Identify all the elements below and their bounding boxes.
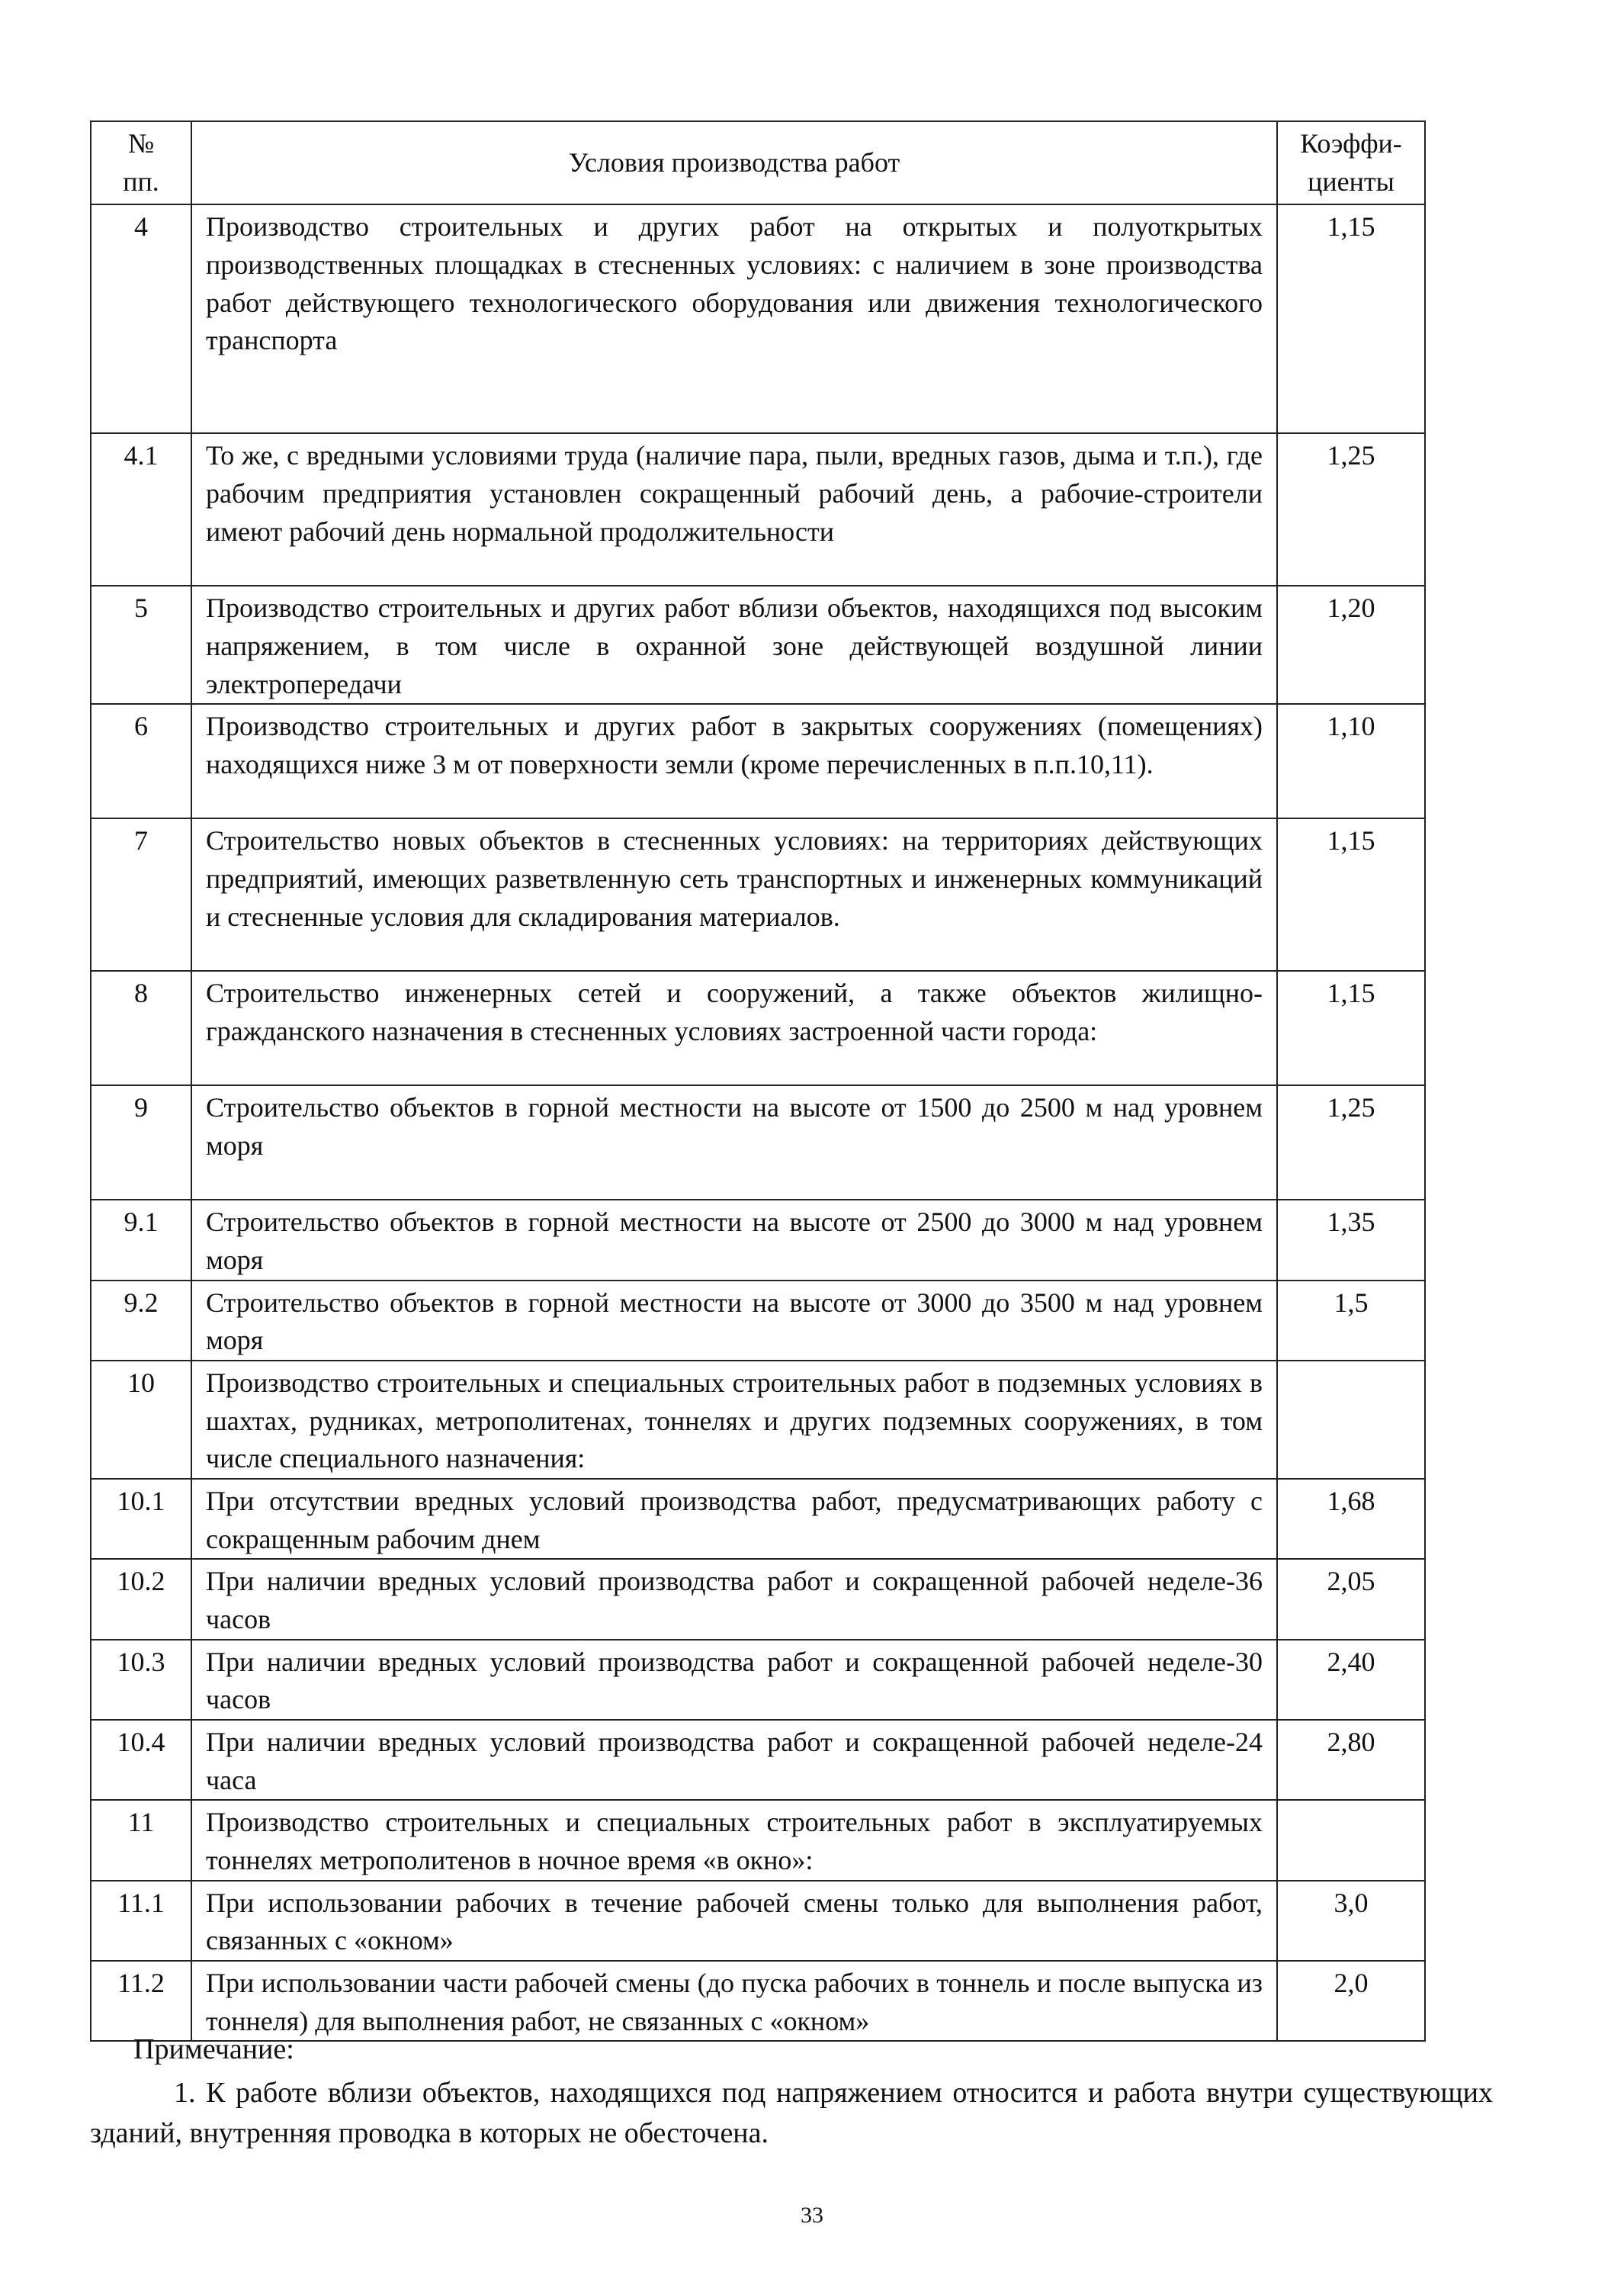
row-coefficient: 2,80 bbox=[1277, 1720, 1425, 1800]
table-row bbox=[91, 204, 1425, 433]
row-conditions: Строительство объектов в горной местности на высоте от 2500 до 3000 м над уровнем моря bbox=[191, 1200, 1277, 1280]
row-conditions: Производство строительных и других работ на открытых и полуоткрытых производственных площадках в стесненных условиях: с наличием в зоне производства работ действующего технологического оборудования или движения технологического транспорта bbox=[191, 204, 1277, 433]
header-coefficients bbox=[1277, 121, 1425, 204]
table-row bbox=[91, 1720, 1425, 1800]
table-row bbox=[91, 1361, 1425, 1479]
row-coefficient: 2,40 bbox=[1277, 1640, 1425, 1720]
row-number: 10.4 bbox=[91, 1720, 191, 1800]
row-coefficient: 1,25 bbox=[1277, 1085, 1425, 1200]
header-conditions: Условия производства работ bbox=[191, 121, 1277, 204]
row-conditions: Строительство инженерных сетей и сооружений, а также объектов жилищно-гражданского назначения в стесненных условиях застроенной части города: bbox=[191, 971, 1277, 1085]
header-coef-line2: циенты bbox=[1308, 165, 1395, 197]
row-conditions: При использовании части рабочей смены (до пуска рабочих в тоннель и после выпуска из тоннеля) для выполнения работ, не связанных с «окном» bbox=[191, 1961, 1277, 2041]
table-row bbox=[91, 1961, 1425, 2041]
header-number-line2: пп. bbox=[123, 165, 159, 197]
table-row bbox=[91, 971, 1425, 1085]
table-row bbox=[91, 1800, 1425, 1880]
row-coefficient bbox=[1277, 1800, 1425, 1880]
row-coefficient: 1,35 bbox=[1277, 1200, 1425, 1280]
row-number: 10 bbox=[91, 1361, 191, 1479]
row-number: 4.1 bbox=[91, 433, 191, 586]
table-row bbox=[91, 586, 1425, 704]
row-number: 6 bbox=[91, 704, 191, 818]
row-coefficient: 2,05 bbox=[1277, 1559, 1425, 1639]
row-coefficient: 1,15 bbox=[1277, 818, 1425, 971]
row-coefficient: 3,0 bbox=[1277, 1881, 1425, 1961]
row-coefficient: 1,10 bbox=[1277, 704, 1425, 818]
table-row bbox=[91, 818, 1425, 971]
row-number: 9 bbox=[91, 1085, 191, 1200]
row-conditions: Производство строительных и других работ вблизи объектов, находящихся под высоким напряжением, в том числе в охранной зоне действующей воздушной линии электропередачи bbox=[191, 586, 1277, 704]
table-row bbox=[91, 433, 1425, 586]
row-coefficient bbox=[1277, 1361, 1425, 1479]
row-coefficient: 1,68 bbox=[1277, 1479, 1425, 1559]
row-conditions: Строительство новых объектов в стесненных условиях: на территориях действующих предприятий, имеющих разветвленную сеть транспортных и инженерных коммуникаций и стесненные условия для складирования материалов. bbox=[191, 818, 1277, 971]
row-number: 11.2 bbox=[91, 1961, 191, 2041]
table-header-row bbox=[91, 121, 1425, 204]
table-row bbox=[91, 1479, 1425, 1559]
row-coefficient: 1,15 bbox=[1277, 204, 1425, 433]
table-row bbox=[91, 1085, 1425, 1200]
table-row bbox=[91, 1200, 1425, 1280]
row-number: 4 bbox=[91, 204, 191, 433]
table-row bbox=[91, 1640, 1425, 1720]
row-conditions: При использовании рабочих в течение рабочей смены только для выполнения работ, связанных с «окном» bbox=[191, 1881, 1277, 1961]
table-row bbox=[91, 1281, 1425, 1361]
row-conditions: При наличии вредных условий производства работ и сокращенной рабочей неделе-36 часов bbox=[191, 1559, 1277, 1639]
row-conditions: Производство строительных и других работ в закрытых сооружениях (помещениях) находящихся ниже 3 м от поверхности земли (кроме перечисленных в п.п.10,11). bbox=[191, 704, 1277, 818]
row-coefficient: 1,20 bbox=[1277, 586, 1425, 704]
row-number: 10.1 bbox=[91, 1479, 191, 1559]
row-number: 8 bbox=[91, 971, 191, 1085]
row-conditions: При отсутствии вредных условий производства работ, предусматривающих работу с сокращенным рабочим днем bbox=[191, 1479, 1277, 1559]
note-item: 1. К работе вблизи объектов, находящихся под напряжением относится и работа внутри существующих зданий, внутренняя проводка в которых не обесточена. bbox=[90, 2077, 1493, 2150]
row-coefficient: 2,0 bbox=[1277, 1961, 1425, 2041]
coefficients-table bbox=[90, 121, 1426, 2042]
row-number: 9.2 bbox=[91, 1281, 191, 1361]
header-number-line1: № bbox=[127, 128, 155, 159]
row-conditions: При наличии вредных условий производства работ и сокращенной рабочей неделе-30 часов bbox=[191, 1640, 1277, 1720]
note-label: Примечание: bbox=[133, 2033, 294, 2065]
row-number: 11.1 bbox=[91, 1881, 191, 1961]
row-conditions: То же, с вредными условиями труда (наличие пара, пыли, вредных газов, дыма и т.п.), где рабочим предприятия установлен сокращенный рабочий день, а рабочие-строители имеют рабочий день нормальной продолжительности bbox=[191, 433, 1277, 586]
row-conditions: При наличии вредных условий производства работ и сокращенной рабочей неделе-24 часа bbox=[191, 1720, 1277, 1800]
table-row bbox=[91, 704, 1425, 818]
row-number: 11 bbox=[91, 1800, 191, 1880]
row-coefficient: 1,25 bbox=[1277, 433, 1425, 586]
row-conditions: Строительство объектов в горной местности на высоте от 3000 до 3500 м над уровнем моря bbox=[191, 1281, 1277, 1361]
row-coefficient: 1,5 bbox=[1277, 1281, 1425, 1361]
row-conditions: Строительство объектов в горной местности на высоте от 1500 до 2500 м над уровнем моря bbox=[191, 1085, 1277, 1200]
page-number: 33 bbox=[801, 2203, 823, 2228]
table-row bbox=[91, 1559, 1425, 1639]
row-number: 5 bbox=[91, 586, 191, 704]
row-number: 7 bbox=[91, 818, 191, 971]
header-number bbox=[91, 121, 191, 204]
table-row bbox=[91, 1881, 1425, 1961]
header-coef-line1: Коэффи- bbox=[1300, 128, 1402, 159]
row-number: 9.1 bbox=[91, 1200, 191, 1280]
row-coefficient: 1,15 bbox=[1277, 971, 1425, 1085]
row-conditions: Производство строительных и специальных строительных работ в эксплуатируемых тоннелях метрополитенов в ночное время «в окно»: bbox=[191, 1800, 1277, 1880]
row-number: 10.3 bbox=[91, 1640, 191, 1720]
row-conditions: Производство строительных и специальных строительных работ в подземных условиях в шахтах, рудниках, метрополитенах, тоннелях и других подземных сооружениях, в том числе специального назначения: bbox=[191, 1361, 1277, 1479]
row-number: 10.2 bbox=[91, 1559, 191, 1639]
